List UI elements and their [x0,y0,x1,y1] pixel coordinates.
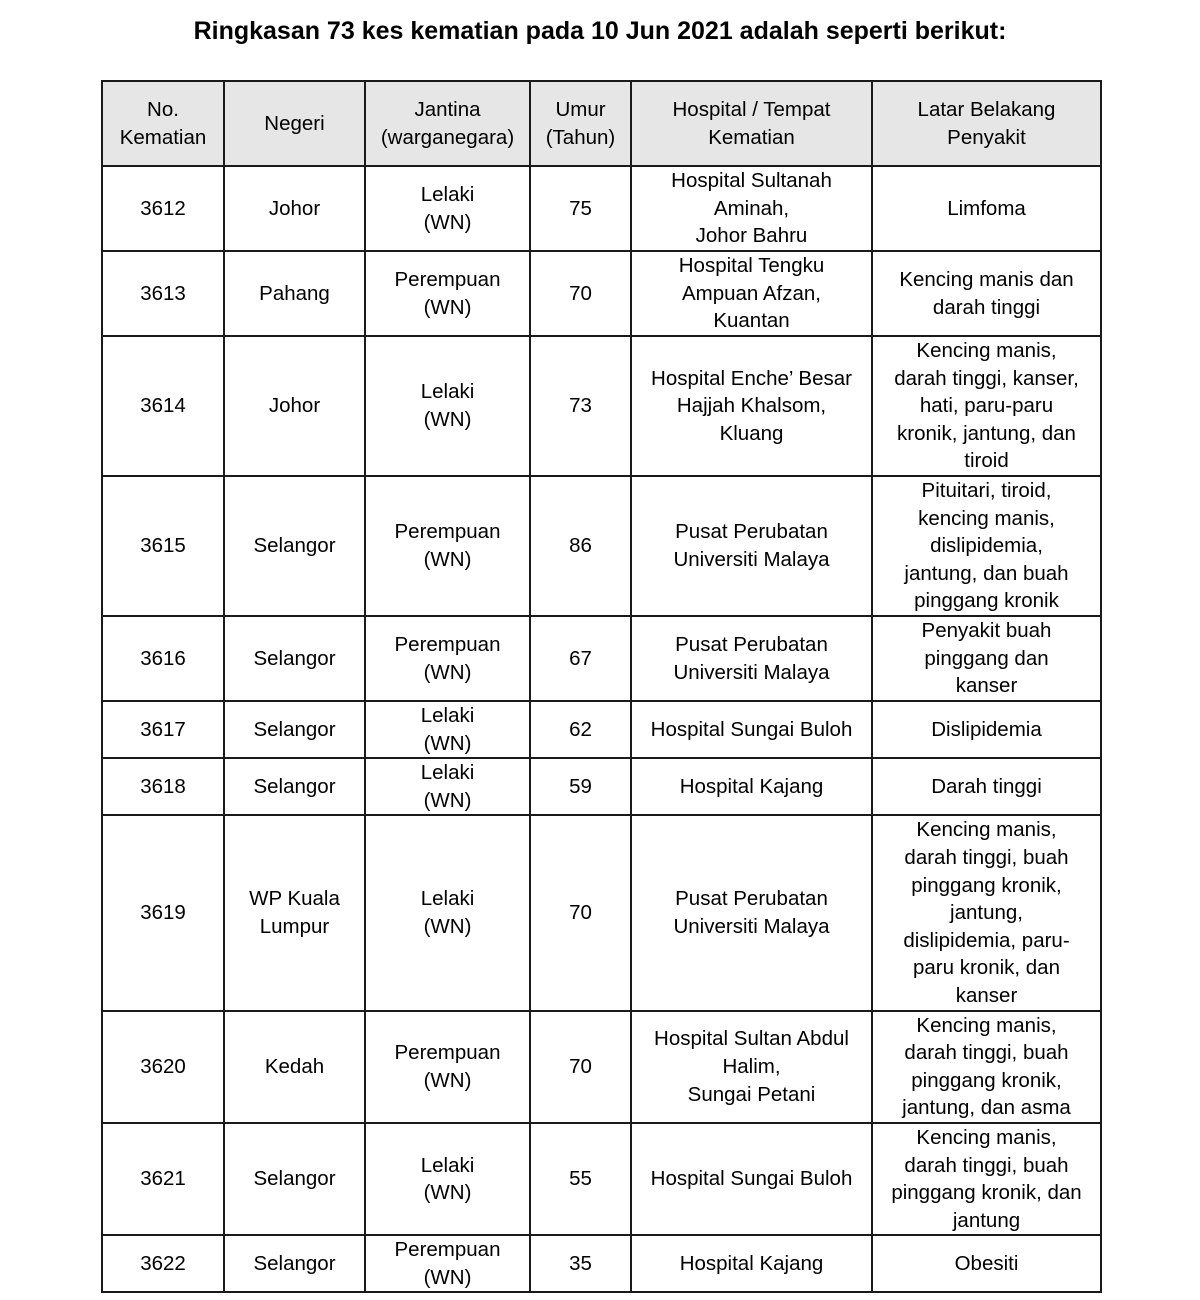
cell-hospital: Hospital Enche’ Besar Hajjah Khalsom, Kluang [631,336,872,476]
cell-jantina: Perempuan (WN) [365,1011,530,1123]
cell-no: 3620 [102,1011,224,1123]
table-row [102,1123,1101,1235]
cell-no: 3612 [102,166,224,251]
cell-penyakit: Kencing manis, darah tinggi, buah pinggang kronik, dan jantung [872,1123,1101,1235]
cell-negeri: Pahang [224,251,365,336]
table-row [102,701,1101,758]
cell-no: 3613 [102,251,224,336]
table-row [102,1235,1101,1292]
cell-jantina: Lelaki (WN) [365,758,530,815]
cell-negeri: Selangor [224,758,365,815]
header-negeri: Negeri [224,81,365,166]
cell-negeri: Kedah [224,1011,365,1123]
cell-hospital: Pusat Perubatan Universiti Malaya [631,476,872,616]
table-row [102,336,1101,476]
cell-penyakit: Kencing manis dan darah tinggi [872,251,1101,336]
header-umur: Umur (Tahun) [530,81,631,166]
cell-penyakit: Pituitari, tiroid, kencing manis, dislipidemia, jantung, dan buah pinggang kronik [872,476,1101,616]
cell-penyakit: Kencing manis, darah tinggi, buah pinggang kronik, jantung, dan asma [872,1011,1101,1123]
table-row [102,251,1101,336]
cell-penyakit: Kencing manis, darah tinggi, buah pinggang kronik, jantung, dislipidemia, paru- paru kronik, dan kanser [872,815,1101,1010]
header-hospital: Hospital / Tempat Kematian [631,81,872,166]
cell-negeri: Selangor [224,1235,365,1292]
cell-hospital: Pusat Perubatan Universiti Malaya [631,815,872,1010]
cell-umur: 70 [530,815,631,1010]
cell-umur: 55 [530,1123,631,1235]
cell-hospital: Hospital Kajang [631,758,872,815]
cell-hospital: Hospital Kajang [631,1235,872,1292]
cell-umur: 62 [530,701,631,758]
cell-jantina: Lelaki (WN) [365,701,530,758]
header-latar-belakang: Latar Belakang Penyakit [872,81,1101,166]
cell-no: 3617 [102,701,224,758]
cell-no: 3615 [102,476,224,616]
cell-penyakit: Obesiti [872,1235,1101,1292]
cell-penyakit: Limfoma [872,166,1101,251]
table-row [102,166,1101,251]
cell-umur: 70 [530,1011,631,1123]
cell-hospital: Hospital Sungai Buloh [631,1123,872,1235]
cell-umur: 67 [530,616,631,701]
cell-no: 3614 [102,336,224,476]
cell-no: 3618 [102,758,224,815]
table-row [102,1011,1101,1123]
table-row [102,476,1101,616]
cell-jantina: Lelaki (WN) [365,336,530,476]
cell-negeri: Selangor [224,476,365,616]
cell-negeri: Selangor [224,1123,365,1235]
cell-penyakit: Dislipidemia [872,701,1101,758]
cell-negeri: Selangor [224,616,365,701]
table-row [102,758,1101,815]
cell-umur: 70 [530,251,631,336]
cell-jantina: Perempuan (WN) [365,616,530,701]
cell-umur: 73 [530,336,631,476]
cell-no: 3622 [102,1235,224,1292]
cell-jantina: Lelaki (WN) [365,815,530,1010]
cell-negeri: Johor [224,336,365,476]
cell-hospital: Pusat Perubatan Universiti Malaya [631,616,872,701]
header-no-kematian: No. Kematian [102,81,224,166]
cell-no: 3621 [102,1123,224,1235]
cell-no: 3619 [102,815,224,1010]
table-row [102,815,1101,1010]
cell-hospital: Hospital Sultanah Aminah, Johor Bahru [631,166,872,251]
cell-penyakit: Kencing manis, darah tinggi, kanser, hati, paru-paru kronik, jantung, dan tiroid [872,336,1101,476]
header-jantina: Jantina (warganegara) [365,81,530,166]
page-title: Ringkasan 73 kes kematian pada 10 Jun 2021 adalah seperti berikut: [193,17,1007,45]
cell-jantina: Perempuan (WN) [365,476,530,616]
cell-hospital: Hospital Sungai Buloh [631,701,872,758]
cell-jantina: Perempuan (WN) [365,1235,530,1292]
header-row [102,81,1101,166]
cell-jantina: Lelaki (WN) [365,166,530,251]
cell-hospital: Hospital Tengku Ampuan Afzan, Kuantan [631,251,872,336]
cell-umur: 35 [530,1235,631,1292]
cell-umur: 75 [530,166,631,251]
cell-jantina: Perempuan (WN) [365,251,530,336]
cell-negeri: Johor [224,166,365,251]
table-row [102,616,1101,701]
cell-penyakit: Penyakit buah pinggang dan kanser [872,616,1101,701]
cell-jantina: Lelaki (WN) [365,1123,530,1235]
cell-umur: 86 [530,476,631,616]
cell-hospital: Hospital Sultan Abdul Halim, Sungai Petani [631,1011,872,1123]
cell-umur: 59 [530,758,631,815]
cell-no: 3616 [102,616,224,701]
death-cases-table [101,80,1102,1293]
cell-penyakit: Darah tinggi [872,758,1101,815]
cell-negeri: WP Kuala Lumpur [224,815,365,1010]
cell-negeri: Selangor [224,701,365,758]
